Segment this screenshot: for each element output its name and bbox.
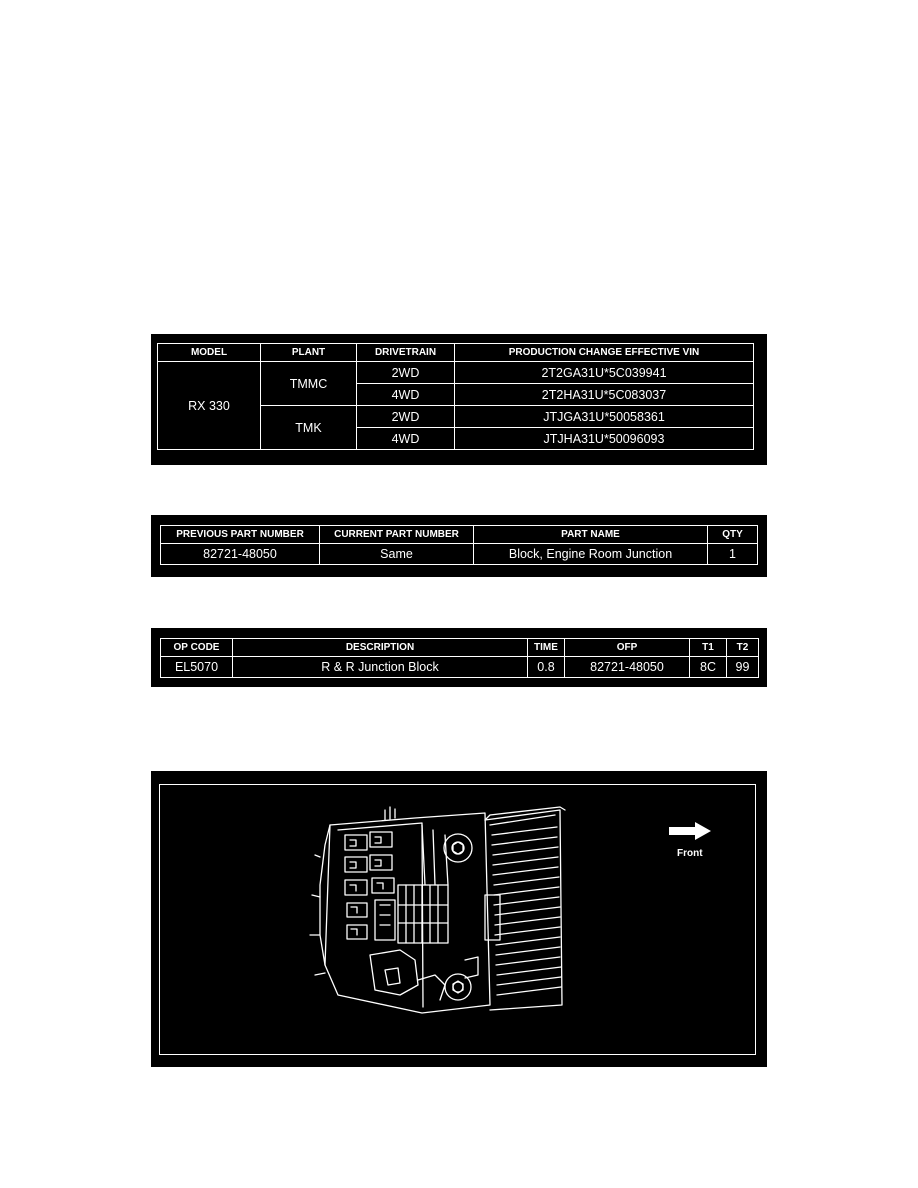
plant-cell: TMMC xyxy=(261,362,357,406)
table-header-row xyxy=(161,526,758,544)
t1-cell: 8C xyxy=(690,657,727,678)
parts-table xyxy=(160,525,758,565)
vin-cell: 2T2GA31U*5C039941 xyxy=(455,362,754,384)
table-header-row xyxy=(158,344,754,362)
table-header-row xyxy=(161,639,759,657)
header-time: TIME xyxy=(528,639,565,657)
model-cell: RX 330 xyxy=(158,362,261,450)
opcode-table xyxy=(160,638,759,678)
header-plant: PLANT xyxy=(261,344,357,362)
header-drivetrain: DRIVETRAIN xyxy=(357,344,455,362)
table-row xyxy=(161,544,758,565)
vin-cell: JTJGA31U*50058361 xyxy=(455,406,754,428)
time-cell: 0.8 xyxy=(528,657,565,678)
vin-cell: 2T2HA31U*5C083037 xyxy=(455,384,754,406)
header-description: DESCRIPTION xyxy=(233,639,528,657)
illustration-frame xyxy=(159,784,756,1055)
drivetrain-cell: 4WD xyxy=(357,384,455,406)
illustration-panel xyxy=(151,771,767,1067)
header-current-part-number: CURRENT PART NUMBER xyxy=(320,526,474,544)
plant-cell: TMK xyxy=(261,406,357,450)
table-row xyxy=(161,657,759,678)
previous-part-number-cell: 82721-48050 xyxy=(161,544,320,565)
header-qty: QTY xyxy=(708,526,758,544)
vin-table xyxy=(157,343,754,450)
header-production-change-vin: PRODUCTION CHANGE EFFECTIVE VIN xyxy=(455,344,754,362)
drivetrain-cell: 2WD xyxy=(357,362,455,384)
front-label: Front xyxy=(677,848,703,859)
right-arrow-icon xyxy=(667,820,713,842)
header-previous-part-number: PREVIOUS PART NUMBER xyxy=(161,526,320,544)
parts-table-panel xyxy=(151,515,767,577)
qty-cell: 1 xyxy=(708,544,758,565)
header-model: MODEL xyxy=(158,344,261,362)
junction-block-illustration xyxy=(160,785,755,1054)
header-ofp: OFP xyxy=(565,639,690,657)
opcode-table-panel xyxy=(151,628,767,687)
t2-cell: 99 xyxy=(727,657,759,678)
vin-cell: JTJHA31U*50096093 xyxy=(455,428,754,450)
table-row xyxy=(158,362,754,384)
current-part-number-cell: Same xyxy=(320,544,474,565)
header-part-name: PART NAME xyxy=(474,526,708,544)
drivetrain-cell: 4WD xyxy=(357,428,455,450)
drivetrain-cell: 2WD xyxy=(357,406,455,428)
header-t2: T2 xyxy=(727,639,759,657)
part-name-cell: Block, Engine Room Junction xyxy=(474,544,708,565)
vin-table-panel xyxy=(151,334,767,465)
op-code-cell: EL5070 xyxy=(161,657,233,678)
description-cell: R & R Junction Block xyxy=(233,657,528,678)
ofp-cell: 82721-48050 xyxy=(565,657,690,678)
header-t1: T1 xyxy=(690,639,727,657)
header-op-code: OP CODE xyxy=(161,639,233,657)
